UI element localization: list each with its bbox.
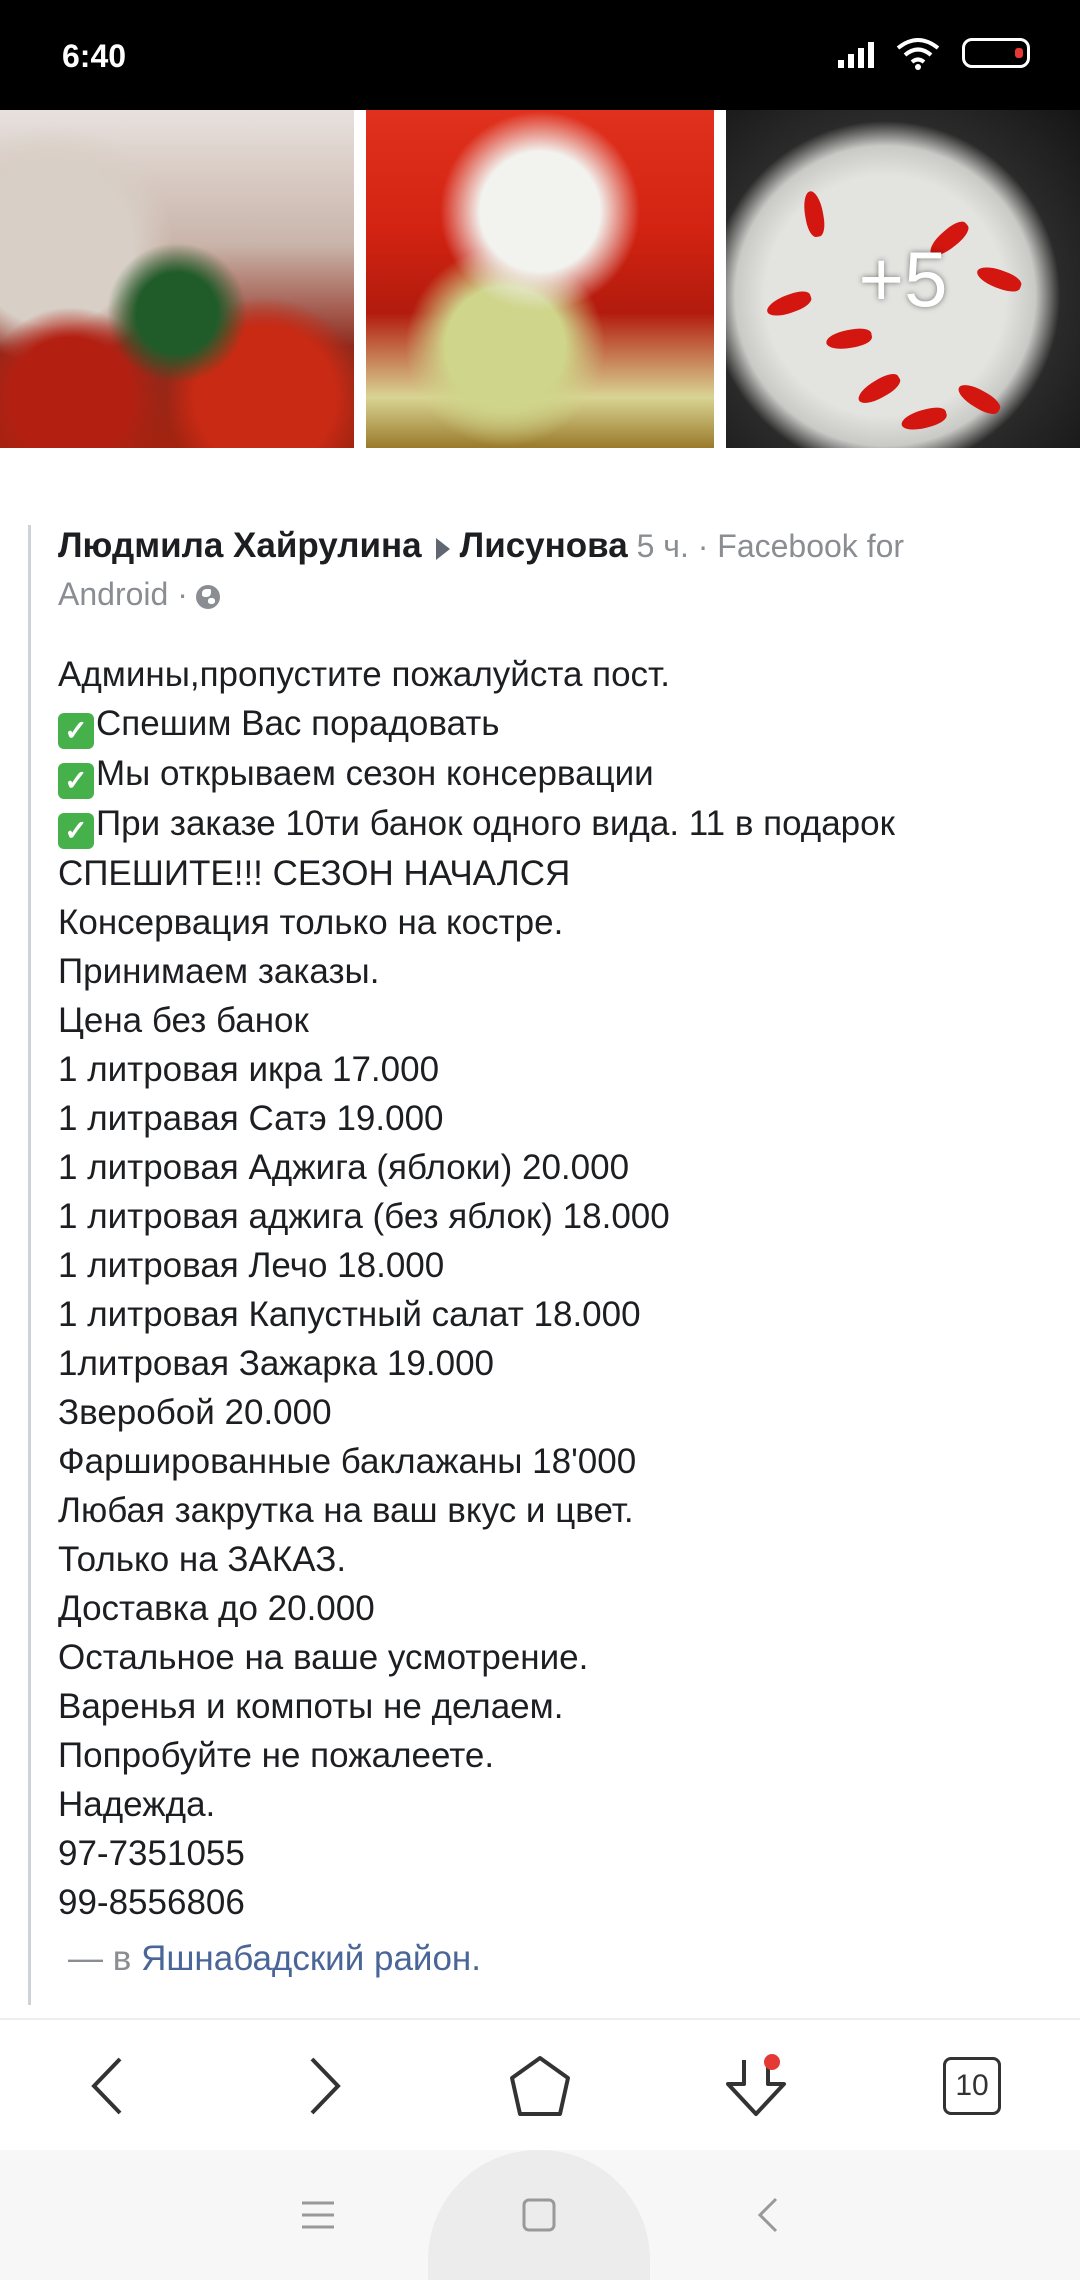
menu-icon[interactable] <box>300 2200 336 2230</box>
location-link[interactable]: Яшнабадский район. <box>141 1939 481 1978</box>
post-line: Зверобой 20.000 <box>58 1393 332 1432</box>
author-name[interactable]: Людмила Хайрулина <box>58 526 422 565</box>
post-line: Надежда. <box>58 1785 216 1824</box>
post-header <box>58 522 1038 618</box>
location-line <box>68 1935 481 1983</box>
post-line: 1литровая Зажарка 19.000 <box>58 1344 495 1383</box>
post-line: Консервация только на костре. <box>58 903 564 942</box>
photo-strip <box>0 110 1080 450</box>
download-button[interactable] <box>696 2020 816 2152</box>
check-mark-icon: ✓ <box>58 713 94 749</box>
post-line: Принимаем заказы. <box>58 952 380 991</box>
tabs-count: 10 <box>943 2057 1001 2115</box>
photo-pan-peppers[interactable] <box>726 110 1080 448</box>
post-line: 1 литровая Аджига (яблоки) 20.000 <box>58 1148 630 1187</box>
location-prefix: — в <box>68 1939 132 1978</box>
square-icon <box>521 2197 557 2233</box>
post-line: Попробуйте не пожалеете. <box>58 1736 495 1775</box>
post-line: ✓ При заказе 10ти банок одного вида. 11 в подарок <box>58 799 1058 849</box>
signal-icon <box>838 38 874 68</box>
post-line: Админы,пропустите пожалуйста пост. <box>58 655 670 694</box>
post-line: 1 литравая Сатэ 19.000 <box>58 1099 444 1138</box>
status-bar <box>0 0 1080 110</box>
status-icons <box>838 36 1030 70</box>
phone-number[interactable]: 97-7351055 <box>58 1834 245 1873</box>
tabs-button[interactable] <box>912 2020 1032 2152</box>
forward-button[interactable] <box>264 2020 384 2152</box>
browser-toolbar <box>0 2018 1080 2152</box>
globe-icon <box>196 585 220 609</box>
download-icon <box>720 2050 792 2122</box>
chevron-left-icon <box>88 2055 128 2117</box>
post <box>0 450 1080 2010</box>
check-mark-icon: ✓ <box>58 813 94 849</box>
post-line: 1 литровая Капустный салат 18.000 <box>58 1295 641 1334</box>
phone-number[interactable]: 99-8556806 <box>58 1883 245 1922</box>
check-mark-icon: ✓ <box>58 763 94 799</box>
post-line: 1 литровая икра 17.000 <box>58 1050 440 1089</box>
post-meta: 5 ч. · Facebook for <box>636 528 905 564</box>
photo-peppers-jar[interactable] <box>366 110 714 448</box>
post-line: Цена без банок <box>58 1001 309 1040</box>
post-line: ✓ Спешим Вас порадовать <box>58 699 1058 749</box>
back-button[interactable] <box>48 2020 168 2152</box>
back-triangle-icon[interactable] <box>756 2196 780 2234</box>
chevron-right-icon <box>304 2055 344 2117</box>
post-line: СПЕШИТЕ!!! СЕЗОН НАЧАЛСЯ <box>58 854 571 893</box>
post-line: Остальное на ваше усмотрение. <box>58 1638 589 1677</box>
post-line: ✓ Мы открываем сезон консервации <box>58 749 1058 799</box>
post-meta-2: Android · <box>58 576 188 612</box>
home-pentagon-icon <box>508 2054 572 2118</box>
post-line: 1 литровая аджига (без яблок) 18.000 <box>58 1197 670 1236</box>
target-name[interactable]: Лисунова <box>459 526 628 565</box>
wifi-icon <box>896 36 940 70</box>
post-line: Доставка до 20.000 <box>58 1589 375 1628</box>
post-line: Фаршированные баклажаны 18'000 <box>58 1442 637 1481</box>
post-line: Только на ЗАКАЗ. <box>58 1540 347 1579</box>
status-time: 6:40 <box>62 38 127 74</box>
photo-jars[interactable] <box>0 110 354 448</box>
post-line: Варенья и компоты не делаем. <box>58 1687 564 1726</box>
home-button[interactable] <box>480 2020 600 2152</box>
more-photos-count[interactable]: +5 <box>858 234 948 323</box>
post-line: Любая закрутка на ваш вкус и цвет. <box>58 1491 634 1530</box>
post-body <box>58 650 1058 1927</box>
arrow-right-icon <box>436 538 450 560</box>
quote-bar <box>28 525 31 2005</box>
post-line: 1 литровая Лечо 18.000 <box>58 1246 445 1285</box>
battery-icon <box>962 38 1030 68</box>
